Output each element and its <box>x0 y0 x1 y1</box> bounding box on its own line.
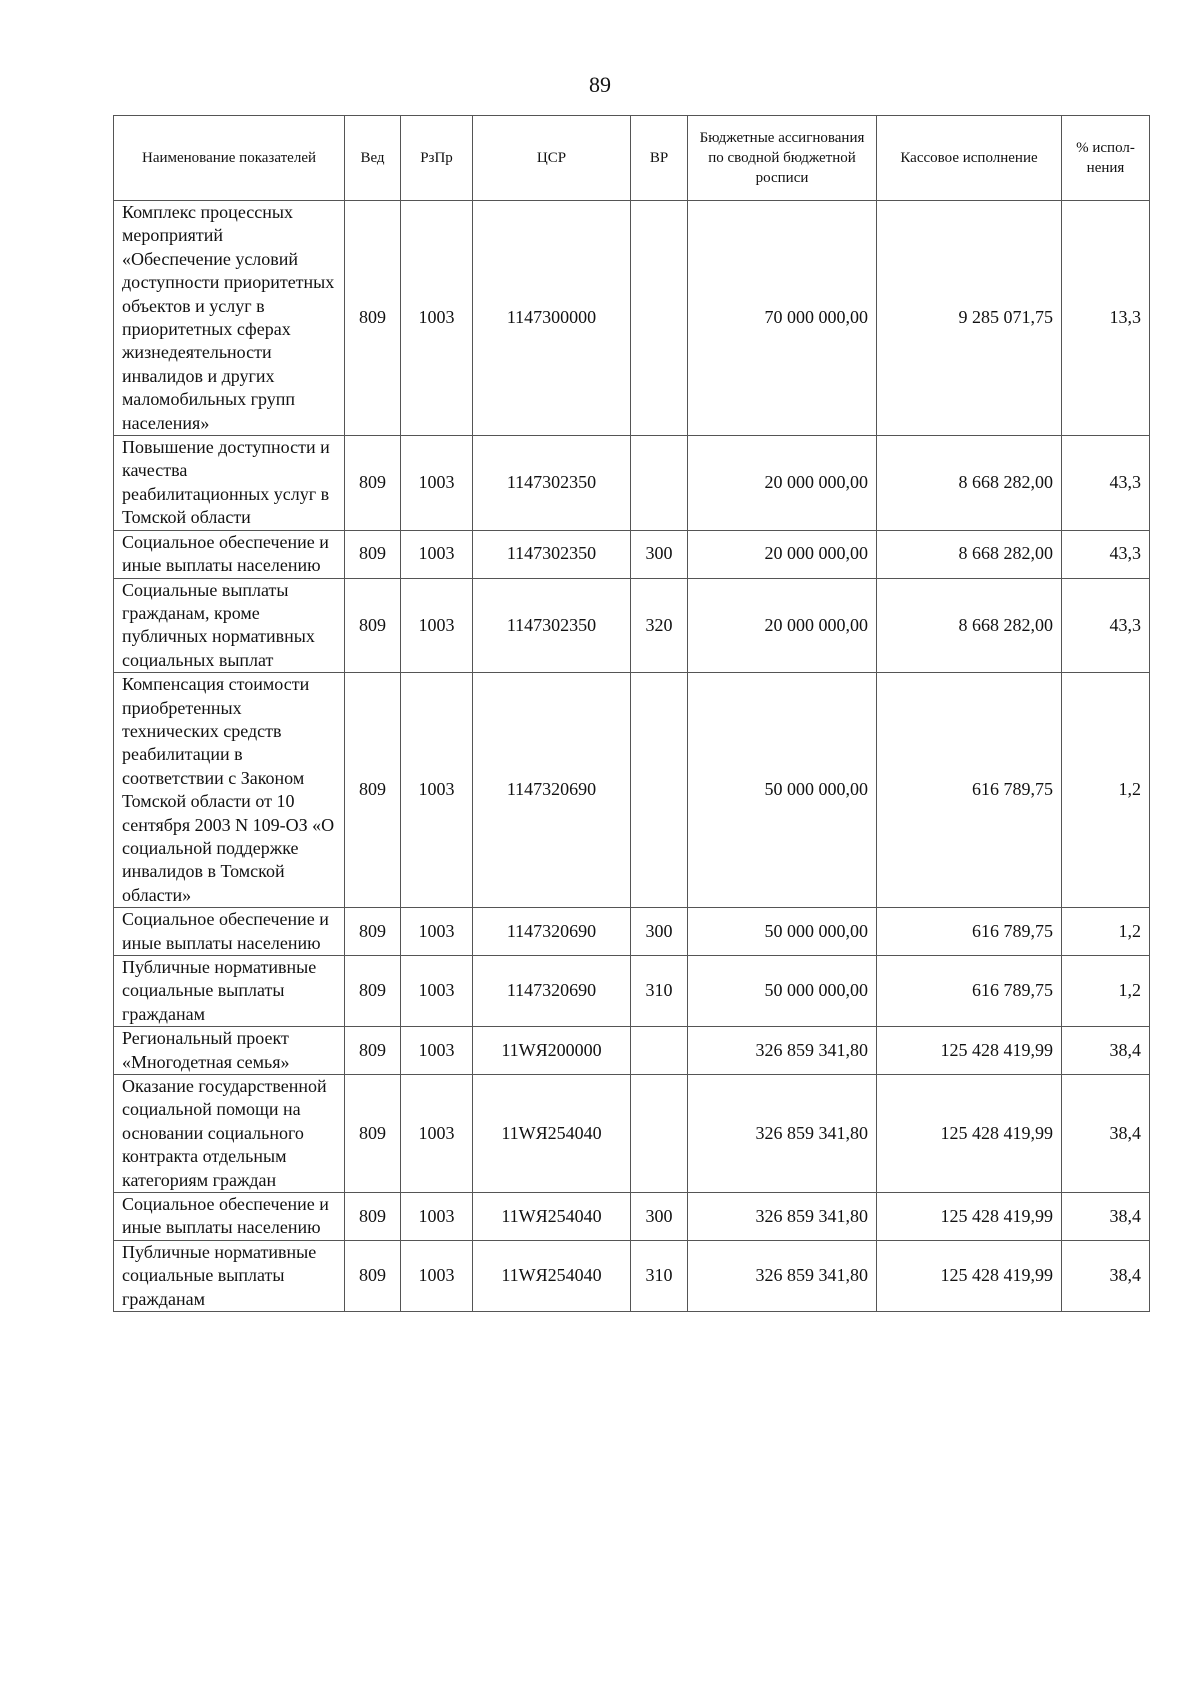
cell-name: Социальное обеспечение и иные выплаты населению <box>114 530 345 578</box>
cell-percent-execution: 13,3 <box>1062 201 1150 436</box>
cell-vr: 300 <box>631 908 688 956</box>
table-row <box>114 1027 1150 1075</box>
cell-percent-execution: 43,3 <box>1062 530 1150 578</box>
cell-vr: 310 <box>631 1240 688 1311</box>
cell-rzpr: 1003 <box>401 436 473 531</box>
cell-percent-execution: 1,2 <box>1062 908 1150 956</box>
header-vr: ВР <box>631 116 688 201</box>
cell-assignments: 326 859 341,80 <box>688 1240 877 1311</box>
cell-csr: 11WЯ254040 <box>473 1240 631 1311</box>
header-rzpr: РзПр <box>401 116 473 201</box>
cell-name: Компенсация стоимости приобретенных технических средств реабилитации в соответствии с Законом Томской области от 10 сентября 2003 N 109-ОЗ «О социальной поддержке инвалидов в Томской области» <box>114 673 345 908</box>
cell-vr: 310 <box>631 956 688 1027</box>
cell-name: Социальное обеспечение и иные выплаты населению <box>114 1193 345 1241</box>
cell-percent-execution: 43,3 <box>1062 436 1150 531</box>
cell-percent-execution: 38,4 <box>1062 1240 1150 1311</box>
cell-vr <box>631 436 688 531</box>
cell-assignments: 20 000 000,00 <box>688 530 877 578</box>
cell-csr: 11WЯ200000 <box>473 1027 631 1075</box>
cell-rzpr: 1003 <box>401 908 473 956</box>
cell-name: Региональный проект «Многодетная семья» <box>114 1027 345 1075</box>
cell-cash-execution: 616 789,75 <box>877 908 1062 956</box>
cell-ved: 809 <box>345 1240 401 1311</box>
table-row <box>114 1075 1150 1193</box>
cell-assignments: 50 000 000,00 <box>688 673 877 908</box>
cell-percent-execution: 38,4 <box>1062 1027 1150 1075</box>
cell-name: Социальное обеспечение и иные выплаты населению <box>114 908 345 956</box>
cell-vr <box>631 201 688 436</box>
cell-assignments: 20 000 000,00 <box>688 578 877 673</box>
table-body <box>114 201 1150 1312</box>
cell-assignments: 50 000 000,00 <box>688 956 877 1027</box>
cell-name: Публичные нормативные социальные выплаты гражданам <box>114 956 345 1027</box>
cell-ved: 809 <box>345 673 401 908</box>
cell-vr <box>631 1027 688 1075</box>
cell-csr: 1147320690 <box>473 908 631 956</box>
header-row <box>114 116 1150 201</box>
cell-csr: 11WЯ254040 <box>473 1193 631 1241</box>
cell-vr: 320 <box>631 578 688 673</box>
cell-name: Социальные выплаты гражданам, кроме публичных нормативных социальных выплат <box>114 578 345 673</box>
header-percent-execution: % испол-нения <box>1062 116 1150 201</box>
cell-assignments: 50 000 000,00 <box>688 908 877 956</box>
page-number: 89 <box>589 72 611 97</box>
cell-rzpr: 1003 <box>401 1240 473 1311</box>
cell-rzpr: 1003 <box>401 1027 473 1075</box>
cell-name: Повышение доступности и качества реабилитационных услуг в Томской области <box>114 436 345 531</box>
cell-name: Публичные нормативные социальные выплаты гражданам <box>114 1240 345 1311</box>
cell-rzpr: 1003 <box>401 530 473 578</box>
cell-percent-execution: 1,2 <box>1062 673 1150 908</box>
cell-csr: 1147302350 <box>473 578 631 673</box>
table-row <box>114 201 1150 436</box>
cell-rzpr: 1003 <box>401 956 473 1027</box>
cell-cash-execution: 125 428 419,99 <box>877 1027 1062 1075</box>
cell-assignments: 20 000 000,00 <box>688 436 877 531</box>
cell-rzpr: 1003 <box>401 1075 473 1193</box>
cell-ved: 809 <box>345 956 401 1027</box>
cell-rzpr: 1003 <box>401 673 473 908</box>
cell-vr <box>631 673 688 908</box>
cell-cash-execution: 8 668 282,00 <box>877 578 1062 673</box>
cell-assignments: 70 000 000,00 <box>688 201 877 436</box>
cell-csr: 1147320690 <box>473 673 631 908</box>
cell-ved: 809 <box>345 908 401 956</box>
cell-ved: 809 <box>345 436 401 531</box>
cell-csr: 1147302350 <box>473 436 631 531</box>
cell-name: Оказание государственной социальной помощи на основании социального контракта отдельным категориям граждан <box>114 1075 345 1193</box>
cell-cash-execution: 125 428 419,99 <box>877 1075 1062 1193</box>
cell-assignments: 326 859 341,80 <box>688 1027 877 1075</box>
cell-cash-execution: 616 789,75 <box>877 673 1062 908</box>
cell-csr: 11WЯ254040 <box>473 1075 631 1193</box>
cell-cash-execution: 125 428 419,99 <box>877 1240 1062 1311</box>
cell-cash-execution: 9 285 071,75 <box>877 201 1062 436</box>
header-ved: Вед <box>345 116 401 201</box>
budget-table <box>113 115 1150 1312</box>
header-cash-execution: Кассовое исполнение <box>877 116 1062 201</box>
table-row <box>114 1240 1150 1311</box>
table-row <box>114 1193 1150 1241</box>
cell-assignments: 326 859 341,80 <box>688 1075 877 1193</box>
cell-csr: 1147302350 <box>473 530 631 578</box>
header-csr: ЦСР <box>473 116 631 201</box>
cell-assignments: 326 859 341,80 <box>688 1193 877 1241</box>
table-row <box>114 436 1150 531</box>
cell-ved: 809 <box>345 1027 401 1075</box>
cell-vr: 300 <box>631 530 688 578</box>
cell-vr <box>631 1075 688 1193</box>
cell-ved: 809 <box>345 1193 401 1241</box>
cell-percent-execution: 43,3 <box>1062 578 1150 673</box>
header-name: Наименование показателей <box>114 116 345 201</box>
cell-percent-execution: 38,4 <box>1062 1075 1150 1193</box>
table-row <box>114 956 1150 1027</box>
cell-cash-execution: 8 668 282,00 <box>877 436 1062 531</box>
cell-rzpr: 1003 <box>401 578 473 673</box>
cell-ved: 809 <box>345 530 401 578</box>
cell-ved: 809 <box>345 201 401 436</box>
cell-csr: 1147300000 <box>473 201 631 436</box>
cell-cash-execution: 125 428 419,99 <box>877 1193 1062 1241</box>
cell-cash-execution: 8 668 282,00 <box>877 530 1062 578</box>
cell-rzpr: 1003 <box>401 201 473 436</box>
header-assignments: Бюджетные ассигнования по сводной бюджетной росписи <box>688 116 877 201</box>
cell-ved: 809 <box>345 1075 401 1193</box>
cell-percent-execution: 1,2 <box>1062 956 1150 1027</box>
table-row <box>114 673 1150 908</box>
table-row <box>114 530 1150 578</box>
table-row <box>114 578 1150 673</box>
cell-ved: 809 <box>345 578 401 673</box>
cell-cash-execution: 616 789,75 <box>877 956 1062 1027</box>
cell-rzpr: 1003 <box>401 1193 473 1241</box>
table-header <box>114 116 1150 201</box>
table-row <box>114 908 1150 956</box>
cell-name: Комплекс процессных мероприятий «Обеспечение условий доступности приоритетных объектов и услуг в приоритетных сферах жизнедеятельности инвалидов и других маломобильных групп населения» <box>114 201 345 436</box>
cell-csr: 1147320690 <box>473 956 631 1027</box>
cell-percent-execution: 38,4 <box>1062 1193 1150 1241</box>
cell-vr: 300 <box>631 1193 688 1241</box>
